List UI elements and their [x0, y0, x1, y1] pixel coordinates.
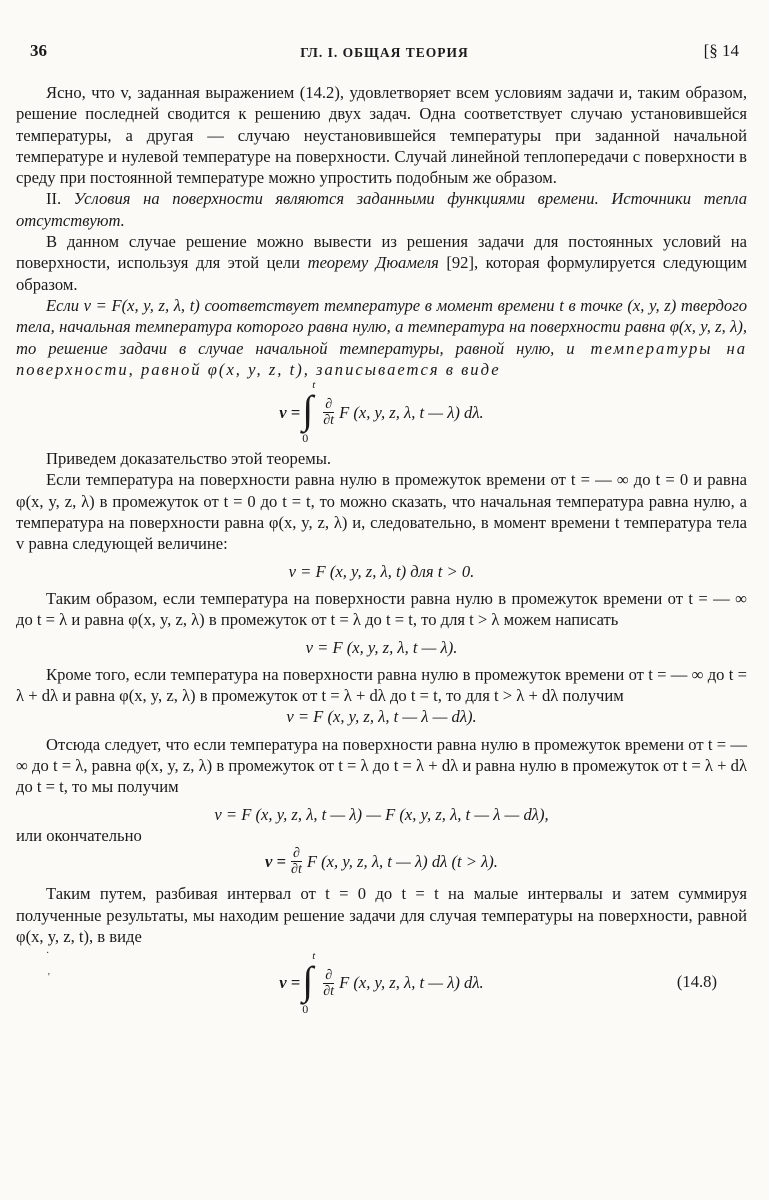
eq6-denominator: ∂t [291, 862, 302, 878]
eq1-lhs: v = [279, 402, 301, 422]
equation-number: (14.8) [676, 972, 717, 992]
theorem-statement [16, 295, 747, 380]
eq1-derivative [321, 397, 336, 428]
eq7-lower-limit: 0 [302, 1002, 309, 1017]
equation-4: v = F (x, y, z, λ, t — λ — dλ). [286, 707, 477, 727]
eq1-denominator: ∂t [323, 412, 335, 428]
section-heading: Условия на поверхности являются заданными функциями времени. Источники тепла отсутствуют. [16, 189, 747, 230]
paragraph-8: Кроме того, если температура на поверхности равна нулю в промежуток времени от t = — ∞ до t = λ + dλ и равна φ(x, y, z, λ) в промежуток от t = λ + dλ до t = t, то для t > λ + dλ получим [16, 664, 747, 706]
eq6-lhs: v = [265, 852, 287, 872]
eq7-numerator: ∂ [325, 967, 333, 983]
section-marker: [§ 14 [703, 41, 739, 60]
eq6-derivative [289, 846, 304, 877]
equation-5: v = F (x, y, z, λ, t — λ) — F (x, y, z, λ, t — λ — dλ), [214, 804, 549, 824]
paragraph-3-text-c: [92], которая формулируется следующим образом. [16, 253, 748, 294]
eq7-denominator: ∂t [323, 983, 335, 999]
paragraph-10: или окончательно [16, 825, 142, 845]
equation-3: v = F (x, y, z, λ, t — λ). [305, 637, 458, 657]
eq1-numerator: ∂ [325, 396, 333, 412]
eq1-lower-limit: 0 [302, 431, 309, 446]
eq1-upper-limit: t [312, 379, 316, 392]
equation-6 [16, 846, 747, 877]
margin-mark-1: · [46, 948, 50, 960]
theorem-text-b: и температуры на поверхности, равной φ(x, y, z, t), записывается в виде [16, 338, 748, 379]
running-title: ГЛ. I. ОБЩАЯ ТЕОРИЯ [300, 45, 469, 60]
paragraph-3 [16, 231, 747, 295]
paragraph-7: Таким образом, если температура на поверхности равна нулю в промежуток времени от t = — ∞ до t = λ и равна φ(x, y, z, λ) в промежуток от t = λ до t = t, то для t > λ можем написать [16, 588, 747, 630]
eq7-rhs: F (x, y, z, λ, t — λ) dλ. [339, 973, 484, 993]
paragraph-6: Если температура на поверхности равна нулю в промежуток времени от t = — ∞ до t = 0 и равна φ(x, y, z, λ) в промежуток от t = 0 до t = t, то можно сказать, что начальная температура равна нулю, а температура на поверхности равна φ(x, y, z, λ) и, следовательно, в момент времени t температура тела v равна следующей величине: [16, 470, 747, 554]
page-number: 36 [30, 41, 47, 60]
integral-sign-icon: ∫ t 0 [302, 379, 316, 446]
body-text [16, 82, 748, 1017]
eq1-rhs: F (x, y, z, λ, t — λ) dλ. [339, 402, 484, 422]
eq6-numerator: ∂ [292, 846, 300, 862]
equation-duhamel [16, 379, 747, 446]
integral-sign-icon: ∫ t 0 [302, 950, 316, 1017]
paragraph-3-text-a: В данном случае решение можно вывести из решения задачи для постоянных условий на поверхности, используя для этой цели [16, 232, 747, 273]
duhamel-theorem-term: теорему Дюамеля [307, 253, 439, 273]
paragraph-1: Ясно, что v, заданная выражением (14.2), удовлетворяет всем условиям задачи и, таким образом, решение последней сводится к решению двух задач. Одна соответствует случаю установившейся температуры, а другая — случаю неустановившейся температуры при заданной начальной температуре и нулевой температуре на поверхности. Случай линейной теплопередачи с поверхности в среду при постоянной температуре можно упростить подобным же образом. [16, 83, 747, 188]
eq7-derivative [321, 968, 336, 999]
paragraph-9: Отсюда следует, что если температура на поверхности равна нулю в промежуток времени от t = — ∞ до t = λ, равна φ(x, y, z, λ) в промежуток от t = λ до t = λ + dλ и равна нулю в промежуток от t = λ + dλ до t = t, то мы получим [16, 734, 747, 797]
eq7-lhs: v = [279, 973, 301, 993]
equation-14-8 [16, 948, 747, 1017]
eq6-rhs: F (x, y, z, λ, t — λ) dλ (t > λ). [306, 852, 498, 872]
eq7-upper-limit: t [312, 950, 316, 963]
running-header [30, 40, 739, 64]
paragraph-2 [16, 188, 747, 231]
section-numeral: II. [46, 189, 62, 209]
paragraph-5: Приведем доказательство этой теоремы. [46, 449, 332, 469]
theorem-text-a: Если v = F(x, y, z, λ, t) соответствует температуре в момент времени t в точке (x, y, z) твердого тела, начальная температура которого равна нулю, а температура на поверхности равна φ(x, y, z, λ), то решение задачи в случае начальной температуры, равной нулю, [16, 295, 747, 358]
margin-mark-2: ' [48, 972, 50, 984]
paragraph-11: Таким путем, разбивая интервал от t = 0 до t = t на малые интервалы и затем суммируя полученные результаты, мы находим решение задачи для случая температуры на поверхности, равной φ(x, y, z, t), в виде [16, 884, 747, 946]
equation-2: v = F (x, y, z, λ, t) для t > 0. [288, 561, 475, 581]
